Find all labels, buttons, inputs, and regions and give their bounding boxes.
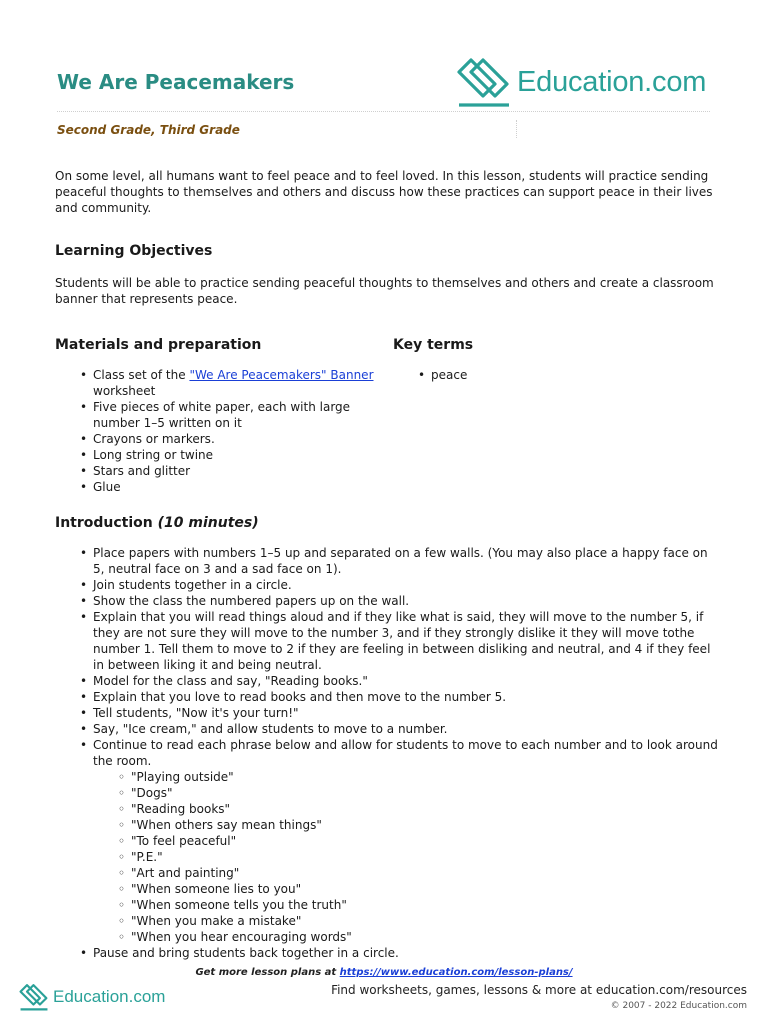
materials-list [79,367,379,495]
lesson-title: We Are Peacemakers [57,70,295,94]
list-item: • Pause and bring students back together in a circle. [79,945,719,961]
list-item: • Stars and glitter [79,463,379,479]
phrase-item: ◦ "When you make a mistake" [117,913,719,929]
list-item: • Long string or twine [79,447,379,463]
list-item: • Place papers with numbers 1–5 up and separated on a few walls. (You may also place a happy face on 5, neutral face on 3 and a sad face on 1). [79,545,719,577]
introduction-duration: (10 minutes) [157,515,259,531]
key-terms-list [417,367,467,383]
education-logo-icon [18,983,50,1011]
materials-heading: Materials and preparation [55,337,262,353]
phrase-item: ◦ "When someone lies to you" [117,881,719,897]
learning-objectives-text: Students will be able to practice sending peaceful thoughts to themselves and others and create a classroom banner that represents peace. [55,276,714,306]
phrase-item: ◦ "When you hear encouraging words" [117,929,719,945]
footer-cta [0,967,768,978]
learning-objectives-heading: Learning Objectives [55,243,213,259]
introduction-heading-text: Introduction [55,515,153,531]
list-item: • Tell students, "Now it's your turn!" [79,705,719,721]
material-prefix: Class set of the [93,368,190,382]
footer-resources-text: Find worksheets, games, lessons & more at education.com/resources [331,983,747,997]
material-suffix: worksheet [93,384,156,398]
list-item: • Say, "Ice cream," and allow students to move to a number. [79,721,719,737]
phrase-item: ◦ "To feel peaceful" [117,833,719,849]
footer-cta-text: Get more lesson plans at [195,967,340,978]
phrase-item: ◦ "Dogs" [117,785,719,801]
list-item: • Five pieces of white paper, each with large number 1–5 written on it [79,399,379,431]
grade-levels: Second Grade, Third Grade [57,123,240,137]
education-logo-icon [455,56,513,108]
list-item: • Explain that you will read things aloud and if they like what is said, they will move to the number 5, if they are not sure they will move to the number 3, and if they strongly dislike it they will move tothe number 1. Tell them to move to 2 if they are feeling in between disliking and neutral, and 4 if they feel in between liking it and being neutral. [79,609,719,673]
education-logo[interactable] [455,56,706,108]
list-item: • Show the class the numbered papers up on the wall. [79,593,719,609]
introduction-steps [79,545,719,961]
phrase-item: ◦ "When someone tells you the truth" [117,897,719,913]
list-item [79,367,379,399]
phrase-item: ◦ "Art and painting" [117,865,719,881]
vertical-divider [516,120,517,138]
list-item: • Model for the class and say, "Reading books." [79,673,719,689]
list-item: • Join students together in a circle. [79,577,719,593]
logo-wordmark: Education.com [517,65,707,98]
footer-logo[interactable] [18,983,165,1011]
continue-step-text: Continue to read each phrase below and allow for students to move to each number and to look around the room. [93,738,718,768]
list-item: • Crayons or markers. [79,431,379,447]
phrase-item: ◦ "P.E." [117,849,719,865]
phrase-item: ◦ "When others say mean things" [117,817,719,833]
list-item [79,737,719,945]
list-item: • Explain that you love to read books and then move to the number 5. [79,689,719,705]
key-terms-heading: Key terms [393,337,474,353]
introduction-heading [55,515,259,531]
footer-logo-wordmark: Education.com [53,987,166,1006]
list-item: • Glue [79,479,379,495]
list-item: • peace [417,367,467,383]
banner-worksheet-link[interactable]: "We Are Peacemakers" Banner [189,368,374,382]
lesson-plans-link[interactable]: https://www.education.com/lesson-plans/ [339,967,573,978]
phrase-list [93,769,719,945]
phrase-item: ◦ "Reading books" [117,801,719,817]
footer-copyright: © 2007 - 2022 Education.com [610,1001,747,1011]
phrase-item: ◦ "Playing outside" [117,769,719,785]
lesson-intro: On some level, all humans want to feel peace and to feel loved. In this lesson, students will practice sending peaceful thoughts to themselves and others and discuss how these practices can support peace in their lives and community. [55,169,713,215]
header-divider [57,111,710,112]
